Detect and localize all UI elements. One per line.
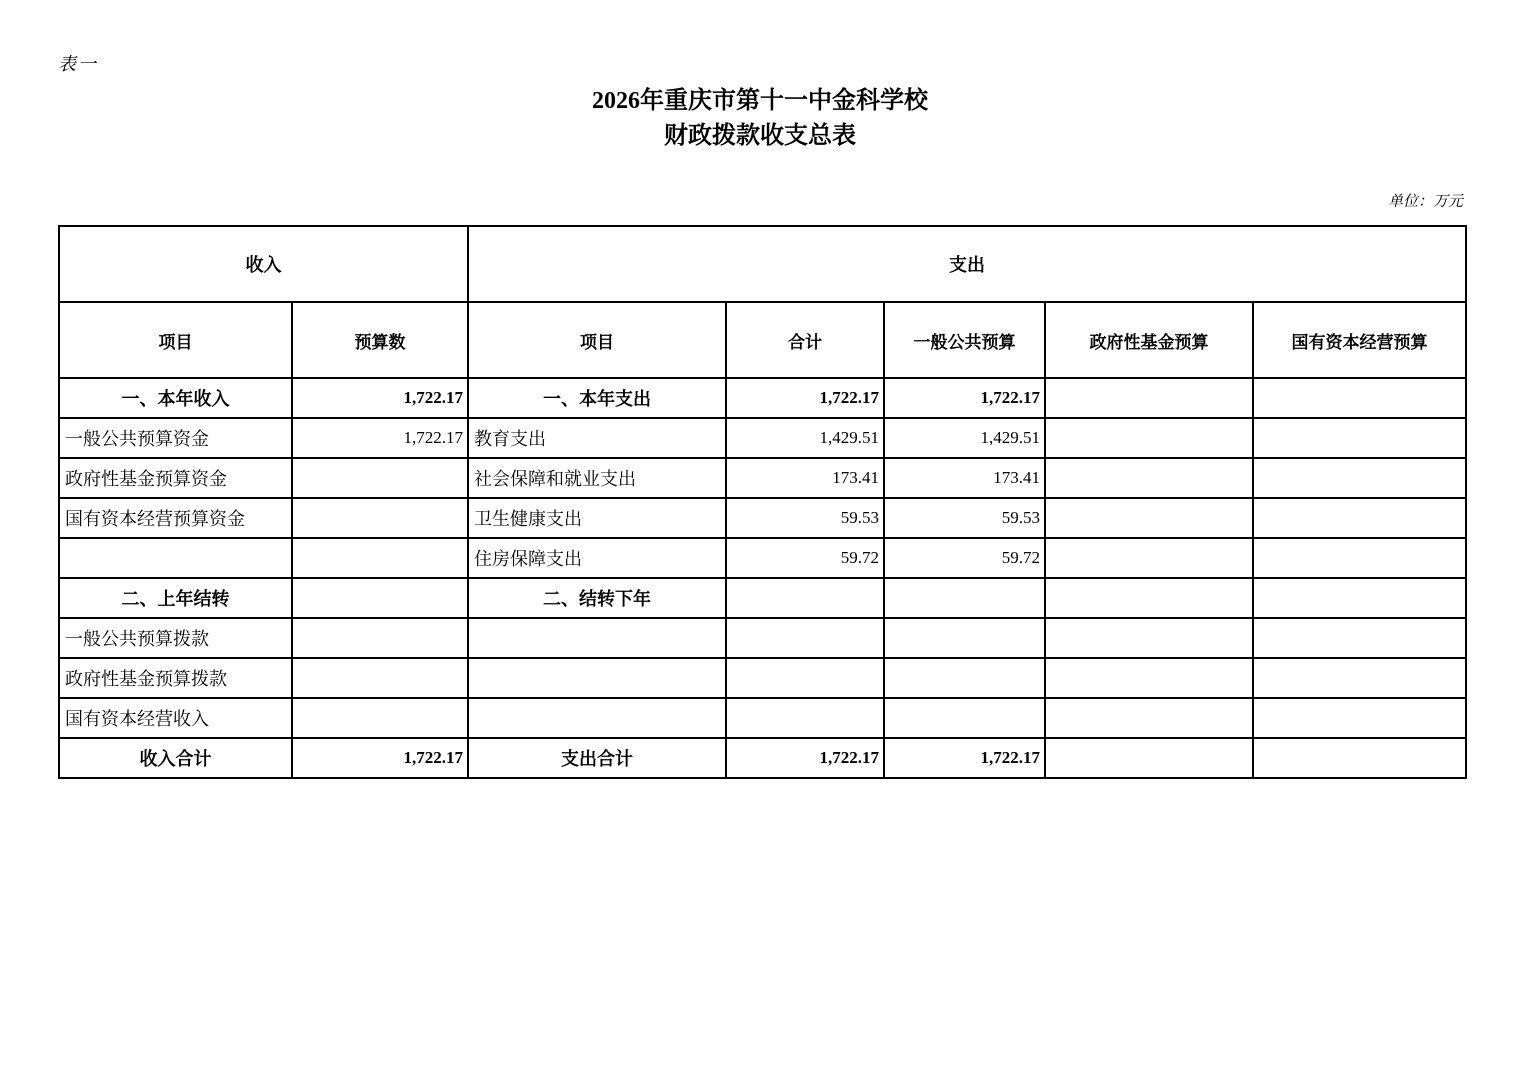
value-cell [292, 658, 468, 698]
value-cell [1045, 658, 1253, 698]
income-group-header: 收入 [59, 226, 468, 302]
value-cell [1253, 578, 1466, 618]
value-cell [884, 698, 1045, 738]
value-cell [1253, 378, 1466, 418]
value-cell [726, 698, 884, 738]
value-cell [884, 618, 1045, 658]
unit-note: 单位：万元 [1387, 194, 1463, 210]
table-row [59, 458, 1466, 498]
value-cell [292, 578, 468, 618]
item-cell: 社会保障和就业支出 [468, 458, 726, 498]
column-header-general-public: 一般公共预算 [884, 302, 1045, 378]
value-cell [292, 498, 468, 538]
value-cell: 59.53 [726, 498, 884, 538]
table-row [59, 498, 1466, 538]
item-cell: 支出合计 [468, 738, 726, 778]
table-row [59, 738, 1466, 778]
value-cell: 59.53 [884, 498, 1045, 538]
table-body [59, 378, 1466, 778]
title-line-1: 2026年重庆市第十一中金科学校 [592, 88, 928, 114]
value-cell: 1,722.17 [884, 378, 1045, 418]
value-cell: 1,722.17 [292, 738, 468, 778]
value-cell [1045, 738, 1253, 778]
item-cell: 国有资本经营预算资金 [59, 498, 292, 538]
value-cell [1253, 418, 1466, 458]
item-cell: 政府性基金预算拨款 [59, 658, 292, 698]
item-cell: 一、本年支出 [468, 378, 726, 418]
item-cell [468, 618, 726, 658]
value-cell: 1,722.17 [726, 738, 884, 778]
value-cell [1253, 498, 1466, 538]
item-cell: 二、上年结转 [59, 578, 292, 618]
item-cell: 一般公共预算拨款 [59, 618, 292, 658]
value-cell [726, 618, 884, 658]
item-cell: 住房保障支出 [468, 538, 726, 578]
value-cell: 1,722.17 [726, 378, 884, 418]
column-header-income-item: 项目 [59, 302, 292, 378]
value-cell [726, 658, 884, 698]
item-cell: 一、本年收入 [59, 378, 292, 418]
value-cell [1253, 458, 1466, 498]
item-cell: 国有资本经营收入 [59, 698, 292, 738]
value-cell [884, 658, 1045, 698]
value-cell [292, 458, 468, 498]
column-header-government-fund: 政府性基金预算 [1045, 302, 1253, 378]
document-title [0, 84, 1520, 154]
table-tag: 表一 [58, 54, 98, 74]
table-row [59, 658, 1466, 698]
value-cell [1045, 538, 1253, 578]
item-cell: 卫生健康支出 [468, 498, 726, 538]
value-cell [1253, 698, 1466, 738]
column-header-state-capital: 国有资本经营预算 [1253, 302, 1466, 378]
value-cell: 59.72 [726, 538, 884, 578]
value-cell [1045, 498, 1253, 538]
group-header-row [59, 226, 1466, 302]
value-cell [1045, 618, 1253, 658]
column-header-total: 合计 [726, 302, 884, 378]
value-cell [1045, 458, 1253, 498]
value-cell: 1,722.17 [292, 418, 468, 458]
table-row [59, 698, 1466, 738]
value-cell [1253, 738, 1466, 778]
table-row [59, 378, 1466, 418]
value-cell: 1,429.51 [726, 418, 884, 458]
value-cell [292, 698, 468, 738]
expenditure-group-header: 支出 [468, 226, 1466, 302]
value-cell [1045, 418, 1253, 458]
column-header-expenditure-item: 项目 [468, 302, 726, 378]
value-cell: 59.72 [884, 538, 1045, 578]
table-row [59, 618, 1466, 658]
value-cell [292, 618, 468, 658]
value-cell [1045, 378, 1253, 418]
item-cell: 收入合计 [59, 738, 292, 778]
item-cell: 教育支出 [468, 418, 726, 458]
value-cell [884, 578, 1045, 618]
item-cell [59, 538, 292, 578]
title-line-2: 财政拨款收支总表 [664, 123, 856, 149]
item-cell: 政府性基金预算资金 [59, 458, 292, 498]
table-row [59, 578, 1466, 618]
value-cell: 173.41 [884, 458, 1045, 498]
item-cell [468, 698, 726, 738]
value-cell [726, 578, 884, 618]
table-row [59, 418, 1466, 458]
item-cell: 二、结转下年 [468, 578, 726, 618]
value-cell: 1,429.51 [884, 418, 1045, 458]
item-cell [468, 658, 726, 698]
column-header-row [59, 302, 1466, 378]
column-header-budget-amount: 预算数 [292, 302, 468, 378]
value-cell [1253, 538, 1466, 578]
budget-table [58, 225, 1467, 779]
value-cell [1045, 698, 1253, 738]
table-row [59, 538, 1466, 578]
value-cell [1253, 618, 1466, 658]
value-cell: 1,722.17 [292, 378, 468, 418]
value-cell [1253, 658, 1466, 698]
value-cell: 173.41 [726, 458, 884, 498]
item-cell: 一般公共预算资金 [59, 418, 292, 458]
value-cell: 1,722.17 [884, 738, 1045, 778]
value-cell [292, 538, 468, 578]
value-cell [1045, 578, 1253, 618]
